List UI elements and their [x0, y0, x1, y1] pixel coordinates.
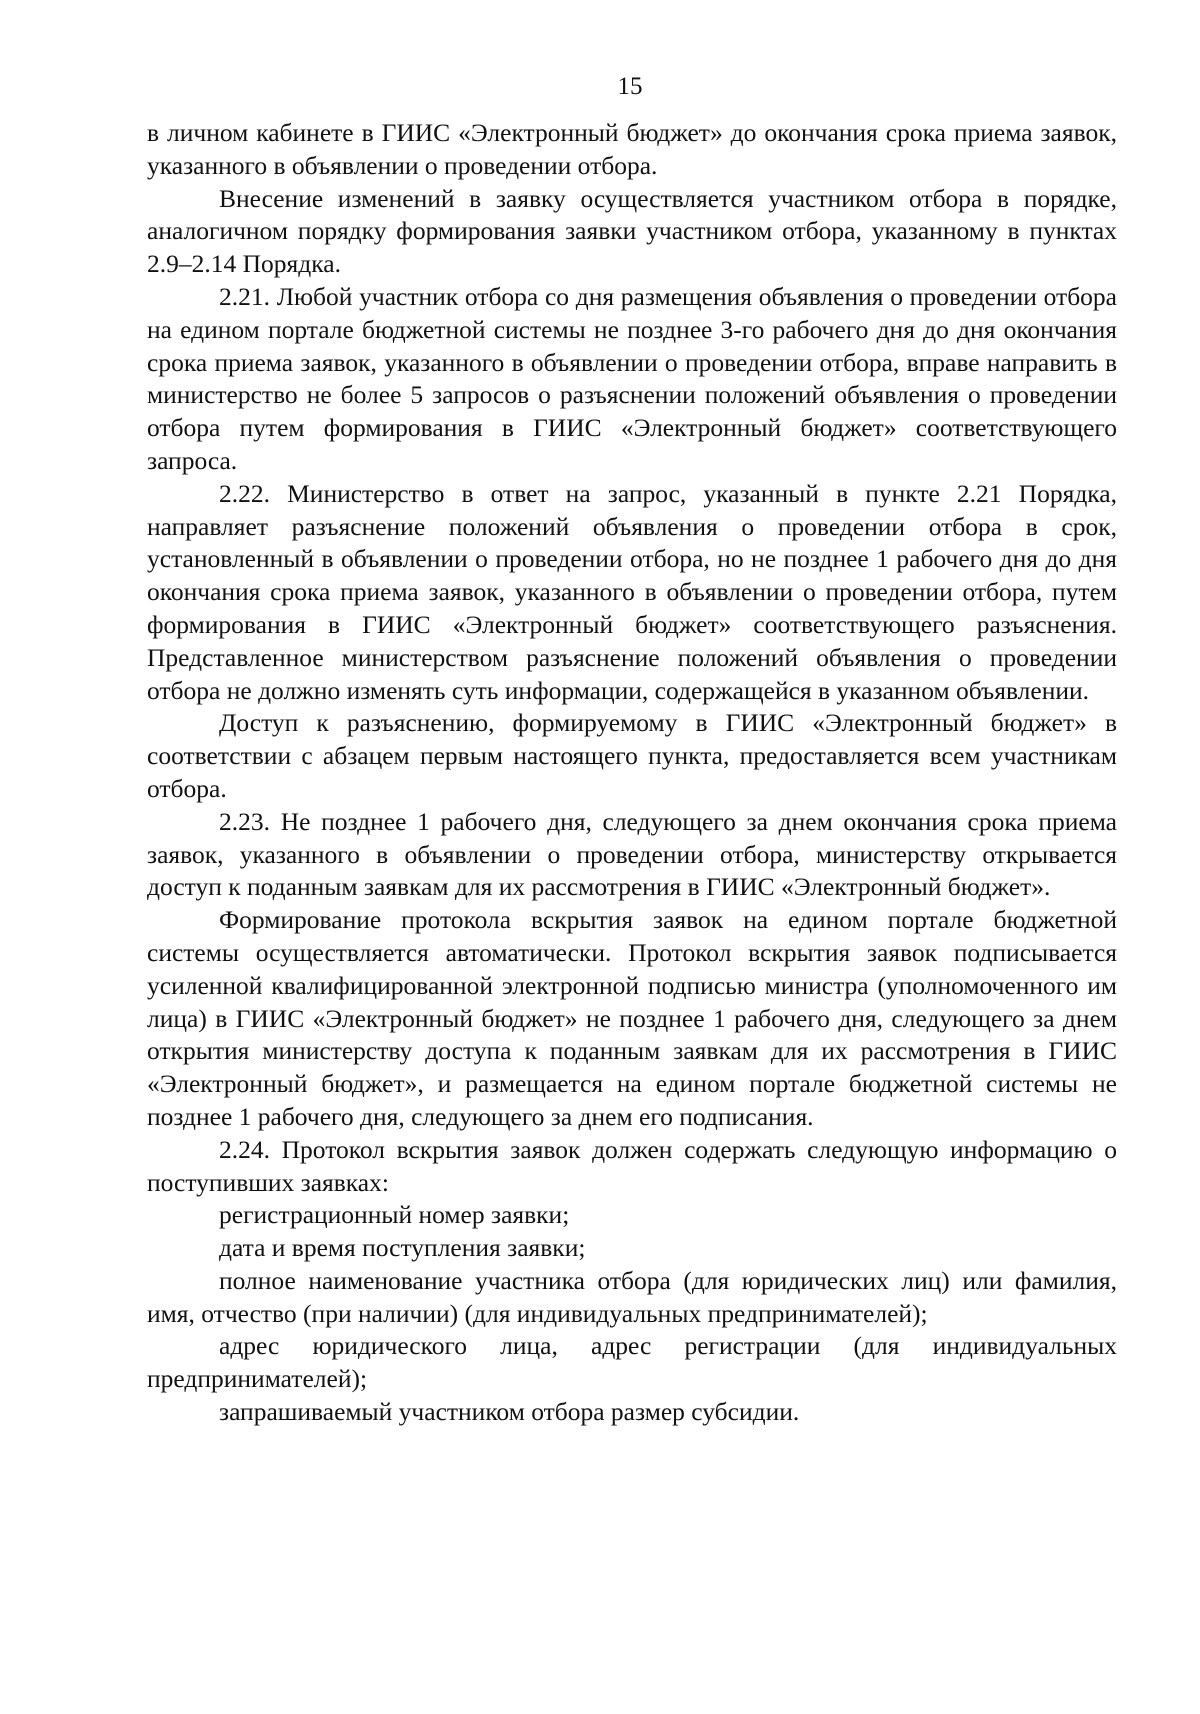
list-item-full-name: полное наименование участника отбора (для юридических лиц) или фамилия, имя, отчество (при наличии) (для индивидуальных предпринимателей); — [147, 1265, 1117, 1328]
paragraph-2-23: 2.23. Не позднее 1 рабочего дня, следующего за днем окончания срока приема заявок, указанного в объявлении о проведении отбора, министерству открывается доступ к поданным заявкам для их рассмотрения в ГИИС «Электронный бюджет». — [147, 806, 1117, 902]
list-item-date-time: дата и время поступления заявки; — [219, 1233, 586, 1263]
list-item-subsidy-amount: запрашиваемый участником отбора размер субсидии. — [219, 1397, 800, 1427]
document-body — [147, 117, 1117, 1429]
list-item-address: адрес юридического лица, адрес регистрации (для индивидуальных предпринимателей); — [147, 1331, 1117, 1394]
paragraph-protocol: Формирование протокола вскрытия заявок на едином портале бюджетной системы осуществляется автоматически. Протокол вскрытия заявок подписывается усиленной квалифицированной электронной подписью министра (уполномоченного им лица) в ГИИС «Электронный бюджет» не позднее 1 рабочего дня, следующего за днем открытия министерству доступа к поданным заявкам для их рассмотрения в ГИИС «Электронный бюджет», и размещается на едином портале бюджетной системы не позднее 1 рабочего дня, следующего за днем его подписания. — [147, 905, 1117, 1131]
paragraph-access: Доступ к разъяснению, формируемому в ГИИС «Электронный бюджет» в соответствии с абзацем первым настоящего пункта, предоставляется всем участникам отбора. — [147, 708, 1117, 803]
paragraph-2-22: 2.22. Министерство в ответ на запрос, указанный в пункте 2.21 Порядка, направляет разъяснение положений объявления о проведении отбора в срок, установленный в объявлении о проведении отбора, но не позднее 1 рабочего дня до дня окончания срока приема заявок, указанного в объявлении о проведении отбора, путем формирования в ГИИС «Электронный бюджет» соответствующего разъяснения. Представленное министерством разъяснение положений объявления о проведении отбора не должно изменять суть информации, содержащейся в указанном объявлении. — [147, 478, 1117, 705]
paragraph-amendments: Внесение изменений в заявку осуществляется участником отбора в порядке, аналогичном порядку формирования заявки участником отбора, указанному в пунктах 2.9–2.14 Порядка. — [147, 183, 1117, 279]
list-item-registration-number: регистрационный номер заявки; — [219, 1200, 570, 1230]
page-number: 15 — [617, 73, 643, 100]
paragraph-2-21: 2.21. Любой участник отбора со дня размещения объявления о проведении отбора на едином портале бюджетной системы не позднее 3-го рабочего дня до дня окончания срока приема заявок, указанного в объявлении о проведении отбора, вправе направить в министерство не более 5 запросов о разъяснении положений объявления о проведении отбора путем формирования в ГИИС «Электронный бюджет» соответствующего запроса. — [147, 281, 1117, 475]
paragraph-2-24: 2.24. Протокол вскрытия заявок должен содержать следующую информацию о поступивших заявках: — [147, 1134, 1117, 1197]
paragraph-continuation: в личном кабинете в ГИИС «Электронный бюджет» до окончания срока приема заявок, указанного в объявлении о проведении отбора. — [147, 118, 1117, 180]
